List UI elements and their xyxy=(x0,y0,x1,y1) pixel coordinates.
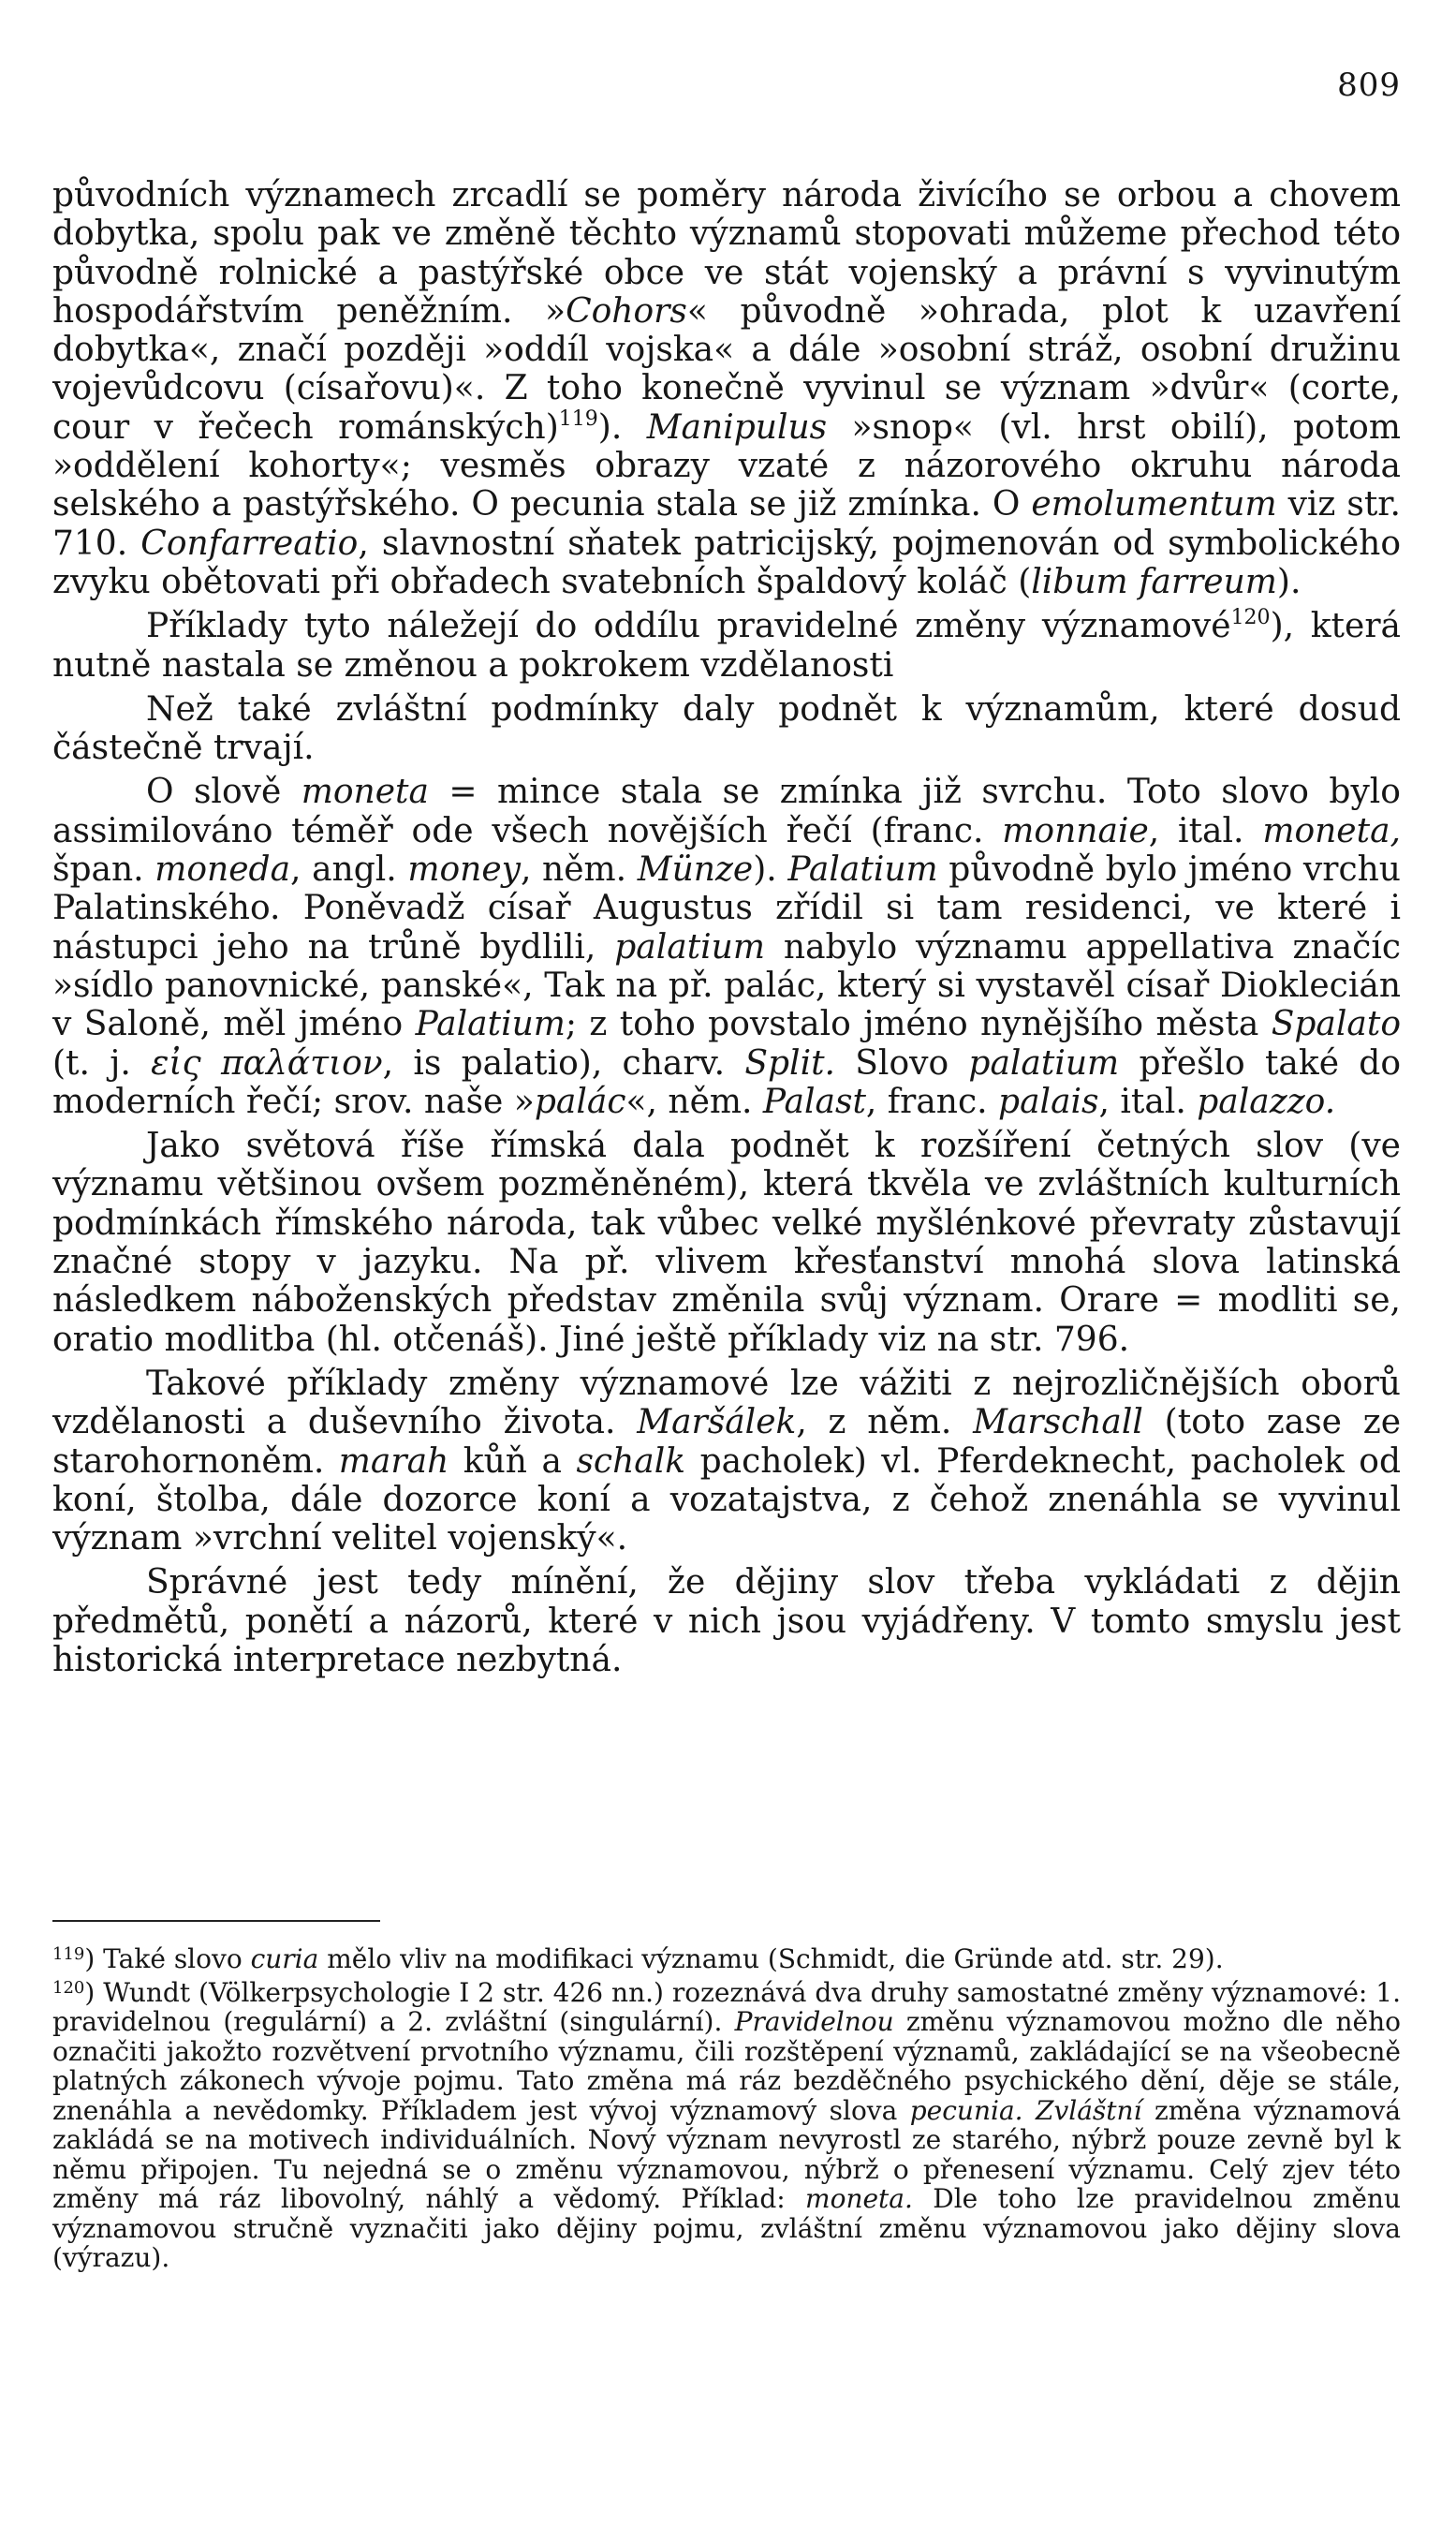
paragraph-7: Správné jest tedy mínění, že dějiny slov třeba vykládati z dějin předmětů, ponětí a názorů, které v nich jsou vyjádřeny. V tomto smyslu jest historická interpretace nezbytná. xyxy=(52,1563,1401,1679)
footnote-119: $^{119}$) Také slovo curia mělo vliv na modifikaci významu (Schmidt, die Gründe atd. str. 29). xyxy=(52,1943,1224,1974)
main-text xyxy=(52,176,1401,1685)
paragraph-2: Příklady tyto náležejí do oddílu pravidelné změny významové$^{120}$), která nutně nastala se změnou a pokrokem vzdělanosti xyxy=(52,606,1401,685)
paragraph-3: Než také zvláštní podmínky daly podnět k významům, které dosud částečně trvají. xyxy=(52,689,1401,768)
paragraph-1: původních významech zrcadlí se poměry národa živícího se orbou a chovem dobytka, spolu pak ve změně těchto významů stopovati můžeme přechod této původně rolnické a pastýřské obce ve stát vojenský a právní s vyvinutým hospodářstvím peněžním. »Cohors« původně »ohrada, plot k uzavření dobytka«, značí později »oddíl vojska« a dále »osobní stráž, osobní družinu vojevůdcovu (císařovu)«. Z toho konečně vyvinul se význam »dvůr« (corte, cour v řečech románských)$^{119}$). Manipulus »snop« (vl. hrst obilí), potom »oddělení kohorty«; vesměs obrazy vzaté z názorového okruhu národa selského a pastýřského. O pecunia stala se již zmínka. O emolumentum viz str. 710. Confarreatio, slavnostní sňatek patricijský, pojmenován od symbolického zvyku obětovati při obřadech svatebních špaldový koláč (libum farreum). xyxy=(52,176,1402,601)
paragraph-5: Jako světová říše římská dala podnět k rozšíření četných slov (ve významu většinou ovšem pozměněném), která tkvěla ve zvláštních kulturních podmínkách římského národa, tak vůbec velké myšlénkové převraty zůstavují značné stopy v jazyku. Na př. vlivem křesťanství mnohá slova latinská následkem náboženských představ změnila svůj význam. Orare = modliti se, oratio modlitba (hl. otčenáš). Jiné ještě příklady viz na str. 796. xyxy=(52,1127,1401,1359)
page-number: 809 xyxy=(1337,66,1401,104)
footnote-ref-120[interactable]: 120 xyxy=(1230,606,1271,630)
book-page xyxy=(52,0,1401,2525)
footnotes xyxy=(52,1944,1401,2277)
footnote-120: $^{120}$) Wundt (Völkerpsychologie I 2 str. 426 nn.) rozeznává dva druhy samostatné změny významové: 1. pravidelnou (regulární) a 2. zvláštní (singulární). Pravidelnou změnu významovou možno dle něho označiti jakožto rozvětvení prvotního významu, čili rozštěpení významů, zakládající se na všeobecně platných zákonech vývoje pojmu. Tato změna má ráz bezděčného psychického dění, děje se stále, znenáhla a nevědomky. Příkladem jest vývoj významový slova pecunia. Zvláštní změna významová zakládá se na motivech individuálních. Nový význam nevyrostl ze starého, nýbrž pouze zevně byl k němu připojen. Tu nejedná se o změnu významovou, nýbrž o přenesení významu. Celý zjev této změny má ráz libovolný, náhlý a vědomý. Příklad: moneta. Dle toho lze pravidelnou změnu významovou stručně vyznačiti jako dějiny pojmu, zvláštní změnu významovou jako dějiny slova (výrazu). xyxy=(52,1976,1402,2273)
footnote-marker-120: 120 xyxy=(52,1977,85,1998)
paragraph-6: Takové příklady změny významové lze vážiti z nejrozličnějších oborů vzdělanosti a duševního života. Maršálek, z něm. Marschall (toto zase ze starohornoněm. marah kůň a schalk pacholek) vl. Pferdeknecht, pacholek od koní, štolba, dále dozorce koní a vozatajstva, z čehož znenáhla se vyvinul význam »vrchní velitel vojenský«. xyxy=(52,1364,1401,1558)
paragraph-4: O slově moneta = mince stala se zmínka již svrchu. Toto slovo bylo assimilováno téměř ode všech novějších řečí (franc. monnaie, ital. moneta, špan. moneda, angl. money, něm. Münze). Palatium původně bylo jméno vrchu Palatinského. Poněvadž císař Augustus zřídil si tam residenci, ve které i nástupci jeho na trůně bydlili, palatium nabylo významu appellativa značíc »sídlo panovnické, panské«, Tak na př. palác, který si vystavěl císař Dioklecián v Saloně, měl jméno Palatium; z toho povstalo jméno nynějšího města Spalato (t. j. εἰς παλάτιον, is palatio), charv. Split. Slovo palatium přešlo také do moderních řečí; srov. naše »palác«, něm. Palast, franc. palais, ital. palazzo. xyxy=(52,773,1402,1121)
footnote-marker-119: 119 xyxy=(52,1944,85,1964)
footnote-ref-119[interactable]: 119 xyxy=(558,406,598,431)
footnote-divider xyxy=(52,1920,380,1922)
